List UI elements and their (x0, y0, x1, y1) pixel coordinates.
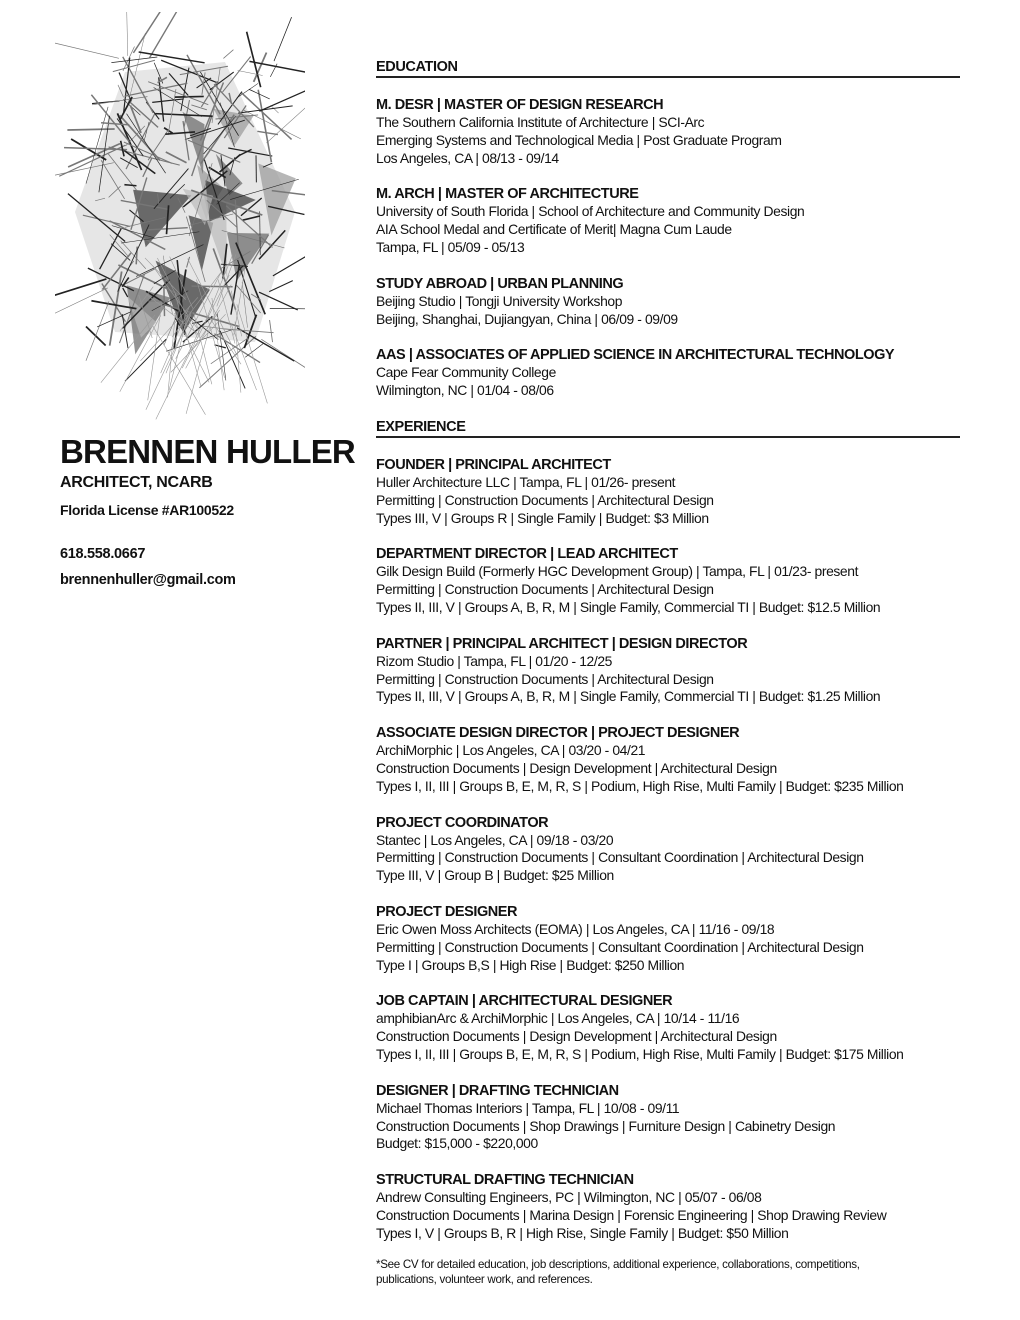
education-heading: EDUCATION (376, 58, 960, 78)
experience-entry (376, 456, 960, 527)
education-entry (376, 346, 960, 400)
sketch-line (86, 301, 109, 360)
experience-entry-title: ASSOCIATE DESIGN DIRECTOR | PROJECT DESIGNER (376, 725, 740, 742)
experience-entry-detail: Permitting | Construction Documents | Architectural Design (376, 581, 714, 598)
sketch-line (245, 343, 264, 357)
sketch-line (124, 185, 136, 186)
experience-entry-title: STRUCTURAL DRAFTING TECHNICIAN (376, 1172, 634, 1189)
experience-entry (376, 724, 960, 795)
education-entry-title: M. DESR | MASTER OF DESIGN RESEARCH (376, 97, 664, 113)
experience-entry-detail: Permitting | Construction Documents | Consultant Coordination | Architectural Design (376, 938, 864, 955)
experience-entry-detail: Gilk Design Build (Formerly HGC Development Group) | Tampa, FL | 01/23- present (376, 563, 859, 580)
experience-entry-detail: Permitting | Construction Documents | Architectural Design (376, 670, 714, 687)
sketch-line (270, 308, 305, 309)
education-entry (376, 275, 960, 329)
candidate-name: BRENNEN HULLER (60, 433, 355, 470)
experience-entry-detail: Eric Owen Moss Architects (EOMA) | Los Angeles, CA | 11/16 - 09/18 (376, 920, 775, 937)
sketch-line (223, 50, 233, 59)
experience-entry-detail: Michael Thomas Interiors | Tampa, FL | 10/08 - 09/11 (376, 1099, 680, 1116)
experience-entry-detail: Types III, V | Groups R | Single Family | Budget: $3 Million (376, 509, 709, 526)
footnote (376, 1258, 960, 1287)
experience-entry-detail: Type III, V | Group B | Budget: $25 Million (376, 867, 614, 884)
sketch-line (126, 12, 128, 56)
experience-entry-detail: Andrew Consulting Engineers, PC | Wilmington, NC | 05/07 - 06/08 (376, 1189, 762, 1206)
footnote-line: *See CV for detailed education, job descriptions, additional experience, collaborations, competitions, (376, 1258, 860, 1272)
experience-list (376, 456, 960, 1243)
education-entry-detail: University of South Florida | School of Architecture and Community Design (376, 203, 805, 220)
education-entry-detail: AIA School Medal and Certificate of Merit| Magna Cum Laude (376, 221, 732, 238)
education-entry (376, 96, 960, 167)
sketch-line (257, 131, 278, 134)
experience-entry (376, 992, 960, 1063)
license-number: Florida License #AR100522 (60, 502, 234, 518)
experience-entry-detail: Permitting | Construction Documents | Consultant Coordination | Architectural Design (376, 849, 864, 866)
footnote-line: publications, volunteer work, and references. (376, 1272, 593, 1286)
experience-entry-detail: Stantec | Los Angeles, CA | 09/18 - 03/20 (376, 831, 614, 848)
experience-entry-title: JOB CAPTAIN | ARCHITECTURAL DESIGNER (376, 993, 673, 1010)
experience-entry-title: PROJECT COORDINATOR (376, 814, 549, 831)
sketch-line (55, 288, 108, 314)
experience-entry-detail: Permitting | Construction Documents | Architectural Design (376, 491, 714, 508)
education-entry-detail: Wilmington, NC | 01/04 - 08/06 (376, 382, 554, 399)
education-entry-detail: Beijing, Shanghai, Dujiangyan, China | 06/09 - 09/09 (376, 310, 678, 327)
education-entry-title: M. ARCH | MASTER OF ARCHITECTURE (376, 186, 639, 203)
experience-heading: EXPERIENCE (376, 418, 960, 438)
experience-entry-detail: Types I, V | Groups B, R | High Rise, Single Family | Budget: $50 Million (376, 1224, 789, 1241)
education-list (376, 96, 960, 400)
experience-entry-detail: Type I | Groups B,S | High Rise | Budget: $250 Million (376, 956, 685, 973)
experience-entry-title: PROJECT DESIGNER (376, 903, 518, 920)
education-entry-detail: Beijing Studio | Tongji University Workshop (376, 292, 623, 309)
sketch-line (139, 52, 205, 63)
education-entry (376, 185, 960, 256)
experience-entry-detail: Types I, II, III | Groups B, E, M, R, S | Podium, High Rise, Multi Family | Budget: $235 Million (376, 777, 904, 794)
experience-entry-title: DEPARTMENT DIRECTOR | LEAD ARCHITECT (376, 546, 678, 563)
candidate-title: ARCHITECT, NCARB (60, 474, 213, 491)
experience-entry (376, 1082, 960, 1153)
experience-entry (376, 1171, 960, 1242)
sketch-line (237, 83, 258, 97)
education-entry-detail: Los Angeles, CA | 08/13 - 09/14 (376, 149, 559, 166)
experience-entry-detail: Construction Documents | Shop Drawings | Furniture Design | Cabinetry Design (376, 1117, 836, 1134)
experience-entry-detail: Construction Documents | Design Development | Architectural Design (376, 759, 777, 776)
experience-entry-detail: Types I, II, III | Groups B, E, M, R, S | Podium, High Rise, Multi Family | Budget: $175 Million (376, 1045, 904, 1062)
experience-entry (376, 635, 960, 706)
experience-entry-detail: Rizom Studio | Tampa, FL | 01/20 - 12/25 (376, 652, 612, 669)
experience-entry (376, 903, 960, 974)
experience-entry (376, 814, 960, 885)
sketch-line (150, 12, 179, 58)
sketch-line (125, 339, 166, 381)
sketch-line (274, 17, 292, 61)
experience-entry-title: DESIGNER | DRAFTING TECHNICIAN (376, 1082, 619, 1099)
resume-body (376, 58, 960, 1287)
experience-entry-detail: Huller Architecture LLC | Tampa, FL | 01/26- present (376, 473, 676, 490)
experience-entry-title: PARTNER | PRINCIPAL ARCHITECT | DESIGN DIRECTOR (376, 635, 748, 652)
education-entry-detail: Cape Fear Community College (376, 364, 556, 381)
sketch-line (270, 320, 273, 342)
sketch-line (261, 339, 305, 373)
sketch-line (133, 12, 176, 53)
experience-entry-detail: Types II, III, V | Groups A, B, R, M | Single Family, Commercial TI | Budget: $12.5 Million (376, 598, 881, 615)
sketch-line (271, 105, 279, 113)
experience-entry-detail: ArchiMorphic | Los Angeles, CA | 03/20 - 04/21 (376, 742, 646, 759)
email-address[interactable]: brennenhuller@gmail.com (60, 572, 236, 588)
experience-entry-detail: Construction Documents | Marina Design | Forensic Engineering | Shop Drawing Review (376, 1206, 887, 1223)
experience-entry-title: FOUNDER | PRINCIPAL ARCHITECT (376, 456, 611, 473)
sketch-line (164, 288, 165, 316)
profile-panel (60, 432, 355, 588)
sketch-line (55, 43, 119, 59)
experience-entry (376, 545, 960, 616)
sketch-line (266, 105, 305, 143)
experience-entry-detail: Types II, III, V | Groups A, B, R, M | Single Family, Commercial TI | Budget: $1.25 Million (376, 688, 881, 705)
phone-number[interactable]: 618.558.0667 (60, 546, 146, 562)
experience-entry-detail: Construction Documents | Design Development | Architectural Design (376, 1028, 777, 1045)
experience-entry-detail: amphibianArc & ArchiMorphic | Los Angeles, CA | 10/14 - 11/16 (376, 1010, 740, 1027)
architectural-sketch-illustration (55, 12, 305, 432)
education-entry-detail: Tampa, FL | 05/09 - 05/13 (376, 238, 525, 255)
experience-entry-detail: Budget: $15,000 - $220,000 (376, 1135, 538, 1152)
education-entry-title: AAS | ASSOCIATES OF APPLIED SCIENCE IN ARCHITECTURAL TECHNOLOGY (376, 347, 895, 364)
sketch-line (55, 279, 106, 298)
education-entry-detail: The Southern California Institute of Architecture | SCI-Arc (376, 114, 705, 130)
education-entry-detail: Emerging Systems and Technological Media | Post Graduate Program (376, 131, 782, 148)
education-entry-title: STUDY ABROAD | URBAN PLANNING (376, 275, 624, 292)
